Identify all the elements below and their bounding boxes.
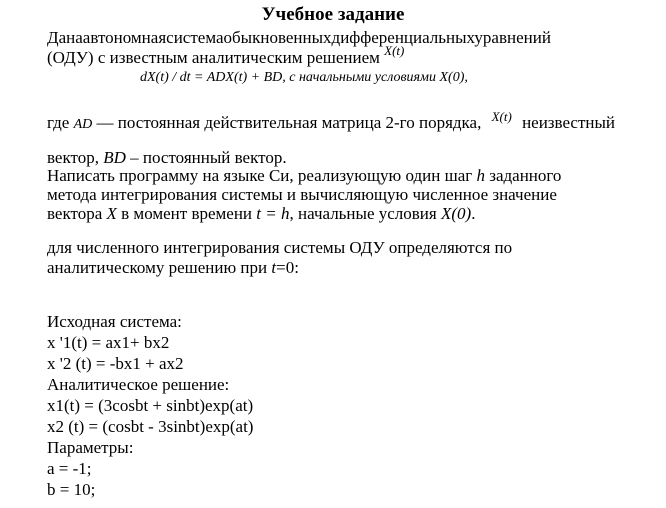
equation-tail: ,: [464, 70, 468, 85]
math-xt: X(t): [491, 109, 512, 124]
task3-end: .: [471, 204, 476, 223]
task-line-3: [47, 204, 475, 224]
system-eq-2: x '2 (t) = -bx1 + ax2: [47, 354, 184, 373]
where-prefix: где: [47, 113, 70, 132]
math-x-of-t: X(t): [384, 43, 405, 58]
intro-word: обыкновенных: [223, 28, 332, 47]
solution-eq-1: x1(t) = (3cosbt + sinbt)exp(at): [47, 396, 254, 415]
task-line-2: метода интегрирования системы и вычисляющую численное значение: [47, 185, 557, 204]
system-eq-1: x '1(t) = ax1+ bx2: [47, 333, 170, 352]
note-line-2-pre: аналитическому решению при: [47, 258, 268, 277]
task-line-1: [47, 166, 561, 186]
math-bd: BD: [103, 148, 126, 167]
intro-word: уравнений: [474, 28, 551, 47]
task1-text: Написать программу на языке Си, реализующую один шаг: [47, 166, 473, 185]
vector-line: [47, 148, 287, 168]
math-t-eq-h: t = h: [256, 204, 290, 223]
math-h: h: [476, 166, 485, 185]
task3-post: , начальные условия: [289, 204, 437, 223]
note-line-2-post: =0:: [276, 258, 299, 277]
note-line-2: [47, 258, 299, 278]
system-header: Исходная система:: [47, 312, 182, 331]
vector-pre: вектор,: [47, 148, 99, 167]
page-title: Учебное задание: [261, 4, 405, 25]
where-end: неизвестный: [522, 113, 616, 132]
math-ad: AD: [73, 117, 93, 132]
math-x: X: [106, 204, 117, 223]
params-header: Параметры:: [47, 438, 134, 457]
solution-eq-2: x2 (t) = (cosbt - 3sinbt)exp(at): [47, 417, 254, 436]
intro-word: автономная: [82, 28, 167, 47]
note-line-1: для численного интегрирования системы ОДУ определяются по: [47, 238, 513, 257]
where-mid: — постоянная действительная матрица 2-го порядка,: [96, 113, 482, 132]
math-t: t: [271, 258, 277, 277]
differential-equation: [140, 70, 468, 86]
where-line: [47, 109, 616, 133]
task3-mid: в момент времени: [121, 204, 253, 223]
intro-word: Дана: [47, 28, 83, 47]
math-x0: X(0): [440, 204, 472, 223]
intro-line-2: [47, 43, 627, 69]
intro-line-1: [47, 28, 627, 48]
solution-header: Аналитическое решение:: [47, 375, 230, 394]
task3-pre: вектора: [47, 204, 103, 223]
intro-word: дифференциальных: [331, 28, 475, 47]
intro-line-2-text: (ОДУ) с известным аналитическим решением: [47, 48, 380, 67]
intro-word: система: [166, 28, 224, 47]
task1-end: заданного: [489, 166, 562, 185]
vector-post: – постоянный вектор.: [130, 148, 287, 167]
equation-text: dX(t) / dt = ADX(t) + BD, с начальными условиями X(0): [140, 70, 465, 85]
intro-paragraph: [47, 28, 627, 69]
param-a: a = -1;: [47, 459, 92, 478]
param-b: b = 10;: [47, 480, 96, 499]
